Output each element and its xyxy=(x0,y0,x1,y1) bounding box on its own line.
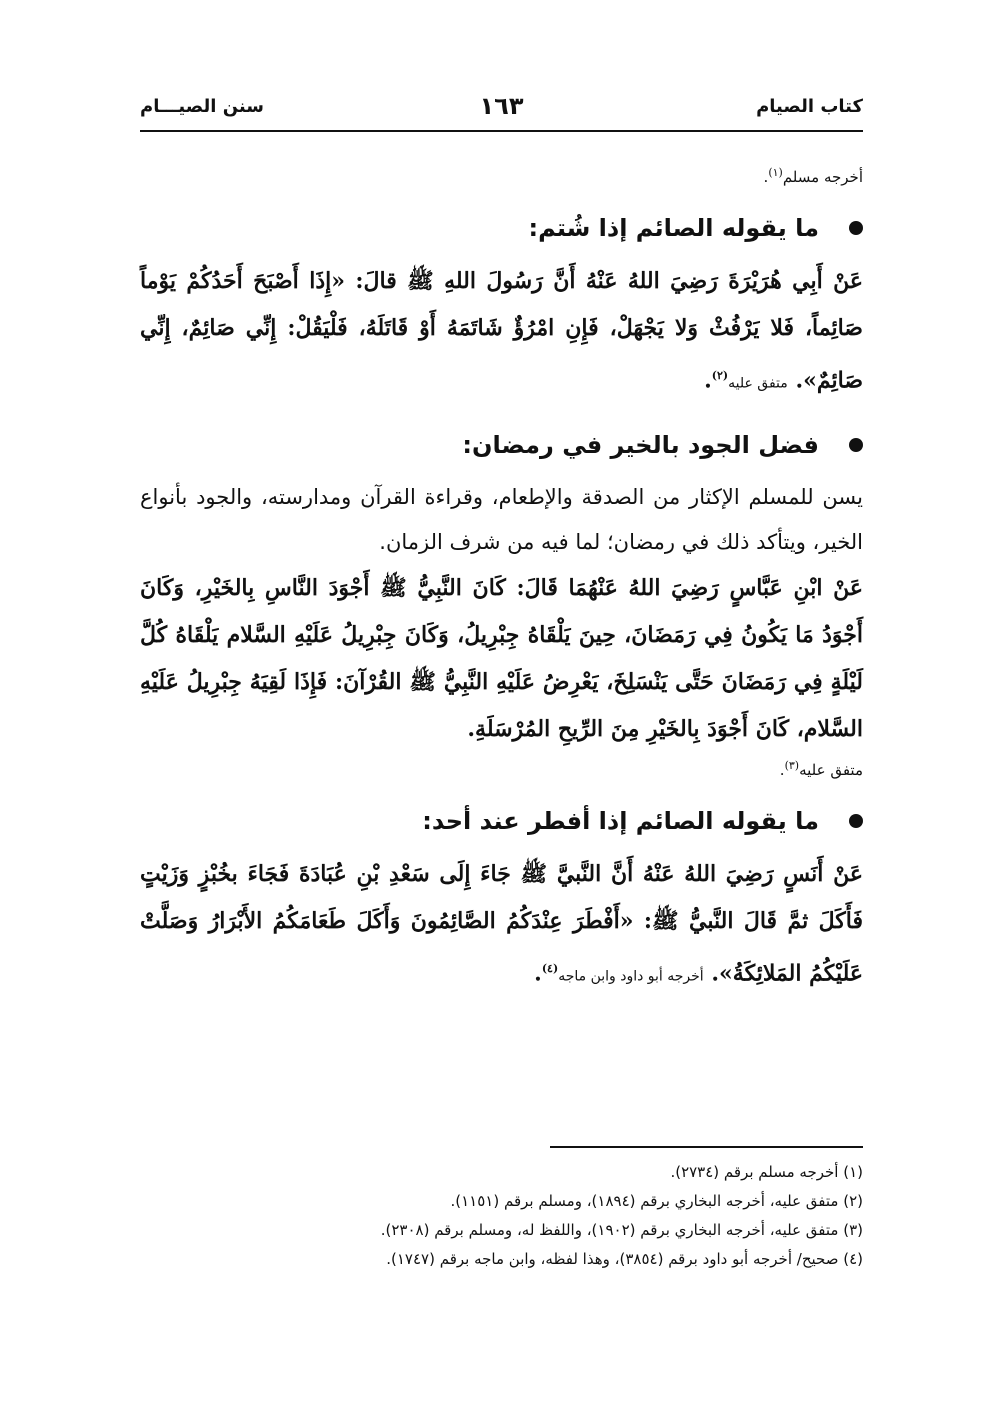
main-text xyxy=(140,160,863,1001)
page-number: ١٦٣ xyxy=(479,92,524,120)
bullet-icon xyxy=(849,814,863,828)
intro-source: أخرجه مسلم$^{(١)}$. xyxy=(763,166,863,186)
footnote-ref: (٢) xyxy=(711,369,729,382)
running-header xyxy=(140,92,863,132)
hadith-text: عَنْ أَبِي هُرَيْرَةَ رَضِيَ اللهُ عَنْهُ أَنَّ رَسُولَ اللهِ ﷺ قالَ: «إِذَا أَصْبَحَ أَحَدُكُمْ يَوْماً صَائِماً، فَلا يَرْفُثْ وَلا يَجْهَلْ، فَإِنِ امْرُؤٌ شَاتَمَهُ أَوْ قَاتَلَهُ، فَلْيَقُلْ: إِنِّي صَائِمٌ، إِنِّي صَائِمٌ». متفق عليه$^{(٢)}$. xyxy=(140,268,863,394)
section-heading: فضل الجود بالخير في رمضان: xyxy=(140,423,863,467)
hadith-source: متفق عليه$^{(٣)}$. xyxy=(779,759,863,780)
footnote-item: (٢) متفق عليه، أخرجه البخاري برقم (١٨٩٤)، ومسلم برقم (١١٥١). xyxy=(450,1192,863,1210)
footnotes xyxy=(140,1158,863,1274)
footnote-item: (٤) صحيح/ أخرجه أبو داود برقم (٣٨٥٤)، وهذا لفظه، وابن ماجه برقم (١٧٤٧). xyxy=(386,1250,863,1268)
section-heading: ما يقوله الصائم إذا أفطر عند أحد: xyxy=(140,799,863,843)
book-title: كتاب الصيام xyxy=(756,96,863,117)
section-heading: ما يقوله الصائم إذا شُتم: xyxy=(140,206,863,250)
footnote-item: (٣) متفق عليه، أخرجه البخاري برقم (١٩٠٢)، واللفظ له، ومسلم برقم (٢٣٠٨). xyxy=(380,1221,863,1239)
hadith-text: عَنْ أَنَسٍ رَضِيَ اللهُ عَنْهُ أَنَّ النَّبيَّ ﷺ جَاءَ إِلَى سَعْدِ بْنِ عُبَادَةَ فَجَاءَ بخُبْزٍ وَزَيْتٍ فَأَكَلَ ثمَّ قَالَ النَّبيُّ ﷺ: «أَفْطَرَ عِنْدَكُمُ الصَّائِمُونَ وَأَكَلَ طَعَامَكُمُ الأَبْرَارُ وَصَلَّتْ عَلَيْكُمُ المَلائِكَةُ». أخرجه أبو داود وابن ماجه$^{(٤)}$. xyxy=(140,861,864,987)
footnote-ref: (٣) xyxy=(784,759,800,773)
header-rule xyxy=(140,130,863,132)
hadith-text: عَنْ ابْنِ عَبَّاسٍ رَضِيَ اللهُ عَنْهُمَا قَالَ: كَانَ النَّبِيُّ ﷺ أَجْوَدَ النَّاسِ بِالخَيْرِ، وَكَانَ أَجْوَدُ مَا يَكُونُ فِي رَمَضَانَ، حِينَ يَلْقَاهُ جِبْرِيلُ، وَكَانَ جِبْرِيلُ عَلَيْهِ السَّلام يَلْقَاهُ كُلَّ لَيْلَةٍ فِي رَمَضَانَ حَتَّى يَنْسَلِخَ، يَعْرِضُ عَلَيْهِ النَّبِيُّ ﷺ القُرْآنَ: فَإِذَا لَقِيَهُ جِبْرِيلُ عَلَيْهِ السَّلام، كَانَ أَجْوَدَ بِالخَيْرِ مِنَ الرِّيحِ المُرْسَلَةِ. xyxy=(140,575,863,743)
bullet-icon xyxy=(849,221,863,235)
hadith-source: أخرجه أبو داود وابن ماجه xyxy=(558,968,704,985)
chapter-title: سنن الصيـــام xyxy=(140,96,264,117)
footnote-item: (١) أخرجه مسلم برقم (٢٧٣٤). xyxy=(670,1163,863,1181)
hadith-source: متفق عليه xyxy=(728,375,788,392)
bullet-icon xyxy=(849,438,863,452)
section-intro: يسن للمسلم الإكثار من الصدقة والإطعام، وقراءة القرآن ومدارسته، والجود بأنواع الخير، ويتأكد ذلك في رمضان؛ لما فيه من شرف الزمان. xyxy=(140,485,863,555)
footnote-ref: (١) xyxy=(768,166,783,179)
footnote-ref: (٤) xyxy=(541,962,559,976)
footnote-rule xyxy=(550,1146,863,1148)
